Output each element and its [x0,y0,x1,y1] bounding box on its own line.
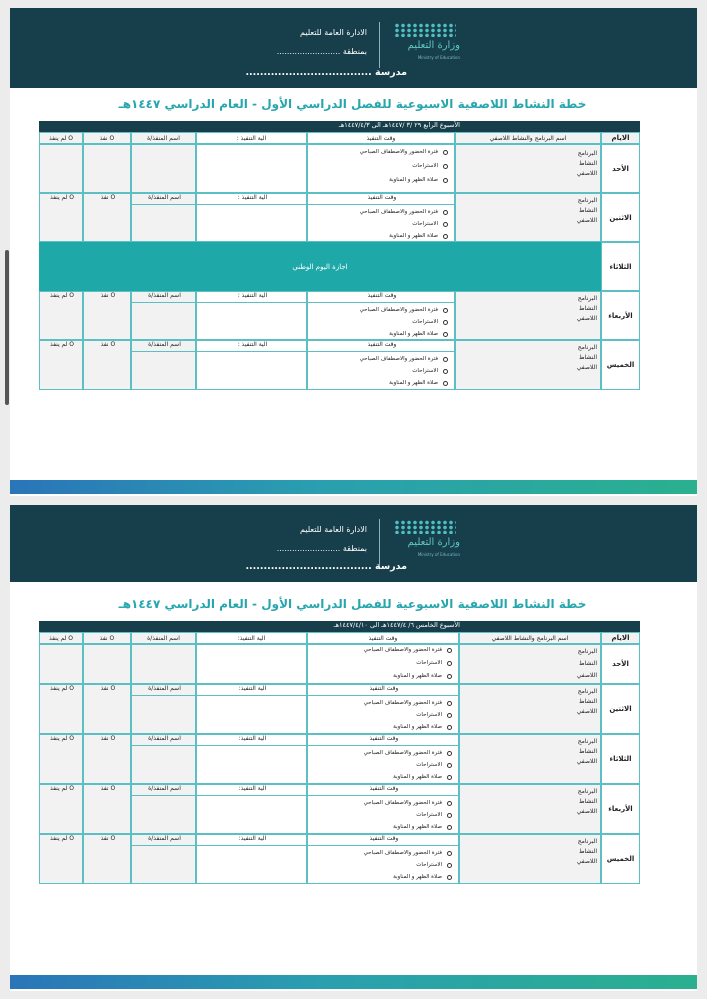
region-label: بمنطقة ......................... [276,544,367,553]
notdone-cell [39,340,83,390]
executor-cell [131,834,196,884]
day-thursday: الخميس [601,340,640,390]
executor-cell [131,734,196,784]
page-footer-bar [10,480,697,494]
item-prayer: صلاة الظهر و المناوبة [393,774,442,780]
program-label: البرنامج النشاط اللاصفي [576,197,597,224]
day-monday: الاثنين [601,684,640,734]
notdone-cell [39,834,83,884]
mechanism-cell [196,144,307,193]
day-sunday: الأحد [601,144,640,193]
day-wednesday: الأربعاء [601,291,640,340]
program-cell [455,193,601,242]
logo-name: وزارة التعليم [407,40,460,51]
column-header-executor: اسم المنفذ/ة [131,132,196,144]
day-tuesday: الثلاثاء [601,242,640,291]
radio-circle-icon[interactable] [447,661,452,666]
notdone-subheader: O لم ينفذ [49,835,75,842]
item-breaks: الاستراحات [416,660,442,666]
column-header-executor: اسم المنفذ/ة [131,632,196,644]
day-monday: الاثنين [601,193,640,242]
item-breaks: الاستراحات [412,221,438,227]
time-cell [307,734,459,784]
executor-subheader: اسم المنفذ/ة [132,835,197,846]
notdone-cell [39,734,83,784]
time-cell [307,144,455,193]
radio-circle-icon[interactable] [447,751,452,756]
day-wednesday: الأربعاء [601,784,640,834]
plan-title: خطة النشاط اللاصفية الاسبوعية للفصل الدراسي الأول - العام الدراسي ١٤٤٧هـ [118,97,587,111]
executor-cell [131,193,196,242]
time-subheader: وقت التنفيذ [308,685,460,696]
radio-circle-icon[interactable] [443,320,448,325]
notdone-subheader: O لم ينفذ [49,685,75,692]
mechanism-subheader: الية التنفيذ: [197,735,308,746]
radio-circle-icon[interactable] [443,357,448,362]
mechanism-cell [196,784,307,834]
week-header-bar [39,121,640,132]
day-thursday: الخميس [601,834,640,884]
done-cell [83,734,131,784]
radio-circle-icon[interactable] [443,308,448,313]
page-banner [10,505,697,582]
time-subheader: وقت التنفيذ [308,292,456,303]
item-prayer: صلاة الظهر و المناوبة [389,380,438,386]
time-subheader: وقت التنفيذ [308,341,456,352]
time-subheader: وقت التنفيذ [308,785,460,796]
radio-circle-icon[interactable] [443,178,448,183]
program-label: البرنامج النشاط اللاصفي [576,295,597,322]
header-divider [379,22,380,68]
executor-cell [131,144,196,193]
time-subheader: وقت التنفيذ [308,735,460,746]
radio-circle-icon[interactable] [443,210,448,215]
radio-circle-icon[interactable] [447,713,452,718]
done-subheader: O نفذ [100,735,116,742]
radio-circle-icon[interactable] [447,851,452,856]
done-cell [83,644,131,684]
item-assembly: فترة الحضور والاصطفاف الصباحي [363,647,442,653]
logo-name: وزارة التعليم [407,537,460,548]
item-breaks: الاستراحات [412,319,438,325]
radio-circle-icon[interactable] [447,648,452,653]
logo-dots-icon [394,520,456,534]
region-label: بمنطقة ......................... [276,47,367,56]
mechanism-cell [196,734,307,784]
radio-circle-icon[interactable] [447,763,452,768]
page-footer-bar [10,975,697,989]
program-label: البرنامج النشاط اللاصفي [576,788,597,815]
time-cell [307,684,459,734]
radio-circle-icon[interactable] [447,813,452,818]
radio-circle-icon[interactable] [443,381,448,386]
notdone-subheader: O لم ينفذ [49,194,75,201]
time-cell [307,784,459,834]
week-header-bar [39,621,640,632]
document-page-1 [10,8,697,496]
item-prayer: صلاة الظهر و المناوبة [393,673,442,679]
time-cell [307,644,459,684]
program-cell [455,340,601,390]
done-subheader: O نفذ [100,785,116,792]
done-cell [83,684,131,734]
item-assembly: فترة الحضور والاصطفاف الصباحي [363,850,442,856]
mechanism-subheader: الية التنفيذ: [197,785,308,796]
item-assembly: فترة الحضور والاصطفاف الصباحي [359,356,438,362]
item-breaks: الاستراحات [416,762,442,768]
week-range: الأسبوع الرابع ٢٩ /٣ /١٤٤٧هـ الى ١٤٤٧/٤/٣هـ [338,121,460,129]
radio-circle-icon[interactable] [447,701,452,706]
document-page-2 [10,505,697,991]
weekly-plan-table [39,121,640,386]
executor-cell [131,291,196,340]
column-header-mechanism: الية التنفيذ: [196,632,307,644]
executor-cell [131,340,196,390]
time-subheader: وقت التنفيذ [308,194,456,205]
ministry-logo [388,23,460,67]
column-header-done: O نفذ [83,632,131,644]
done-cell [83,784,131,834]
item-prayer: صلاة الظهر و المناوبة [389,331,438,337]
notdone-cell [39,784,83,834]
mechanism-subheader: الية التنفيذ : [197,341,308,352]
logo-dots-icon [394,23,456,37]
ministry-logo [388,520,460,564]
weekly-plan-table [39,621,640,883]
radio-circle-icon[interactable] [447,725,452,730]
notdone-cell [39,684,83,734]
done-subheader: O نفذ [100,292,116,299]
executor-cell [131,784,196,834]
item-assembly: فترة الحضور والاصطفاف الصباحي [363,700,442,706]
column-header-notdone: O لم ينفذ [39,132,83,144]
executor-cell [131,644,196,684]
header-divider [379,519,380,565]
item-assembly: فترة الحضور والاصطفاف الصباحي [359,307,438,313]
radio-circle-icon[interactable] [447,674,452,679]
mechanism-cell [196,340,307,390]
column-header-time: وقت التنفيذ [307,132,455,144]
executor-cell [131,684,196,734]
mechanism-subheader: الية التنفيذ: [197,685,308,696]
admin-label: الادارة العامة للتعليم [300,28,367,37]
executor-subheader: اسم المنفذ/ة [132,292,197,303]
radio-circle-icon[interactable] [443,222,448,227]
radio-circle-icon[interactable] [447,875,452,880]
week-range: الأسبوع الخامس ٦/ ١٤٤٧/٤هـ الى ١٤٤٧/٤/١٠هـ [333,621,460,629]
item-prayer: صلاة الظهر و المناوبة [389,233,438,239]
time-cell [307,291,455,340]
program-cell [459,834,601,884]
page-banner [10,8,697,88]
done-cell [83,193,131,242]
radio-circle-icon[interactable] [447,863,452,868]
program-label: البرنامج النشاط اللاصفي [576,344,597,371]
radio-circle-icon[interactable] [447,775,452,780]
mechanism-cell [196,291,307,340]
program-cell [459,784,601,834]
program-label: البرنامج النشاط اللاصفي [576,648,597,679]
column-header-days: الايام [601,632,640,644]
radio-circle-icon[interactable] [447,801,452,806]
item-prayer: صلاة الظهر و المناوبة [389,177,438,183]
item-breaks: الاستراحات [412,163,438,169]
column-header-time: وقت التنفيذ [307,632,459,644]
executor-subheader: اسم المنفذ/ة [132,735,197,746]
item-assembly: فترة الحضور والاصطفاف الصباحي [359,209,438,215]
notdone-subheader: O لم ينفذ [49,785,75,792]
mechanism-cell [196,684,307,734]
executor-subheader: اسم المنفذ/ة [132,685,197,696]
notdone-cell [39,291,83,340]
admin-label: الادارة العامة للتعليم [300,525,367,534]
done-subheader: O نفذ [100,194,116,201]
done-subheader: O نفذ [100,341,116,348]
done-cell [83,834,131,884]
program-cell [459,684,601,734]
program-label: البرنامج النشاط اللاصفي [576,838,597,865]
executor-subheader: اسم المنفذ/ة [132,341,197,352]
column-header-notdone: O لم ينفذ [39,632,83,644]
mechanism-cell [196,834,307,884]
school-label: مدرسة ................................... [245,67,407,78]
day-sunday: الأحد [601,644,640,684]
scrollbar[interactable] [5,250,9,405]
program-label: البرنامج النشاط اللاصفي [576,150,597,177]
done-cell [83,291,131,340]
time-subheader: وقت التنفيذ [308,835,460,846]
radio-circle-icon[interactable] [443,150,448,155]
time-cell [307,340,455,390]
item-breaks: الاستراحات [416,862,442,868]
mechanism-cell [196,644,307,684]
done-cell [83,340,131,390]
plan-title: خطة النشاط اللاصفية الاسبوعية للفصل الدراسي الأول - العام الدراسي ١٤٤٧هـ [118,597,587,611]
executor-subheader: اسم المنفذ/ة [132,194,197,205]
radio-circle-icon[interactable] [443,369,448,374]
item-assembly: فترة الحضور والاصطفاف الصباحي [359,149,438,155]
radio-circle-icon[interactable] [443,234,448,239]
program-label: البرنامج النشاط اللاصفي [576,688,597,715]
notdone-subheader: O لم ينفذ [49,292,75,299]
school-label: مدرسة ................................... [245,561,407,572]
column-header-done: O نفذ [83,132,131,144]
mechanism-subheader: الية التنفيذ: [197,835,308,846]
notdone-cell [39,193,83,242]
logo-subtitle: Ministry of Education [417,55,460,60]
program-cell [455,144,601,193]
executor-subheader: اسم المنفذ/ة [132,785,197,796]
column-header-mechanism: الية التنفيذ : [196,132,307,144]
item-prayer: صلاة الظهر و المناوبة [393,724,442,730]
program-cell [455,291,601,340]
item-assembly: فترة الحضور والاصطفاف الصباحي [363,750,442,756]
done-cell [83,144,131,193]
item-prayer: صلاة الظهر و المناوبة [393,874,442,880]
time-cell [307,193,455,242]
notdone-cell [39,644,83,684]
radio-circle-icon[interactable] [443,164,448,169]
notdone-subheader: O لم ينفذ [49,735,75,742]
column-header-days: الايام [601,132,640,144]
radio-circle-icon[interactable] [443,332,448,337]
column-header-program: اسم البرنامج والنشاط اللاصفي [459,632,601,644]
holiday-banner: اجازة اليوم الوطني [39,242,601,291]
program-cell [459,734,601,784]
notdone-cell [39,144,83,193]
done-subheader: O نفذ [100,835,116,842]
column-header-program: اسم البرنامج والنشاط اللاصفي [455,132,601,144]
day-tuesday: الثلاثاء [601,734,640,784]
time-cell [307,834,459,884]
program-label: البرنامج النشاط اللاصفي [576,738,597,765]
logo-subtitle: Ministry of Education [417,552,460,557]
item-assembly: فترة الحضور والاصطفاف الصباحي [363,800,442,806]
item-breaks: الاستراحات [412,368,438,374]
notdone-subheader: O لم ينفذ [49,341,75,348]
mechanism-subheader: الية التنفيذ : [197,194,308,205]
program-cell [459,644,601,684]
item-breaks: الاستراحات [416,812,442,818]
radio-circle-icon[interactable] [447,825,452,830]
item-prayer: صلاة الظهر و المناوبة [393,824,442,830]
mechanism-cell [196,193,307,242]
item-breaks: الاستراحات [416,712,442,718]
mechanism-subheader: الية التنفيذ : [197,292,308,303]
done-subheader: O نفذ [100,685,116,692]
